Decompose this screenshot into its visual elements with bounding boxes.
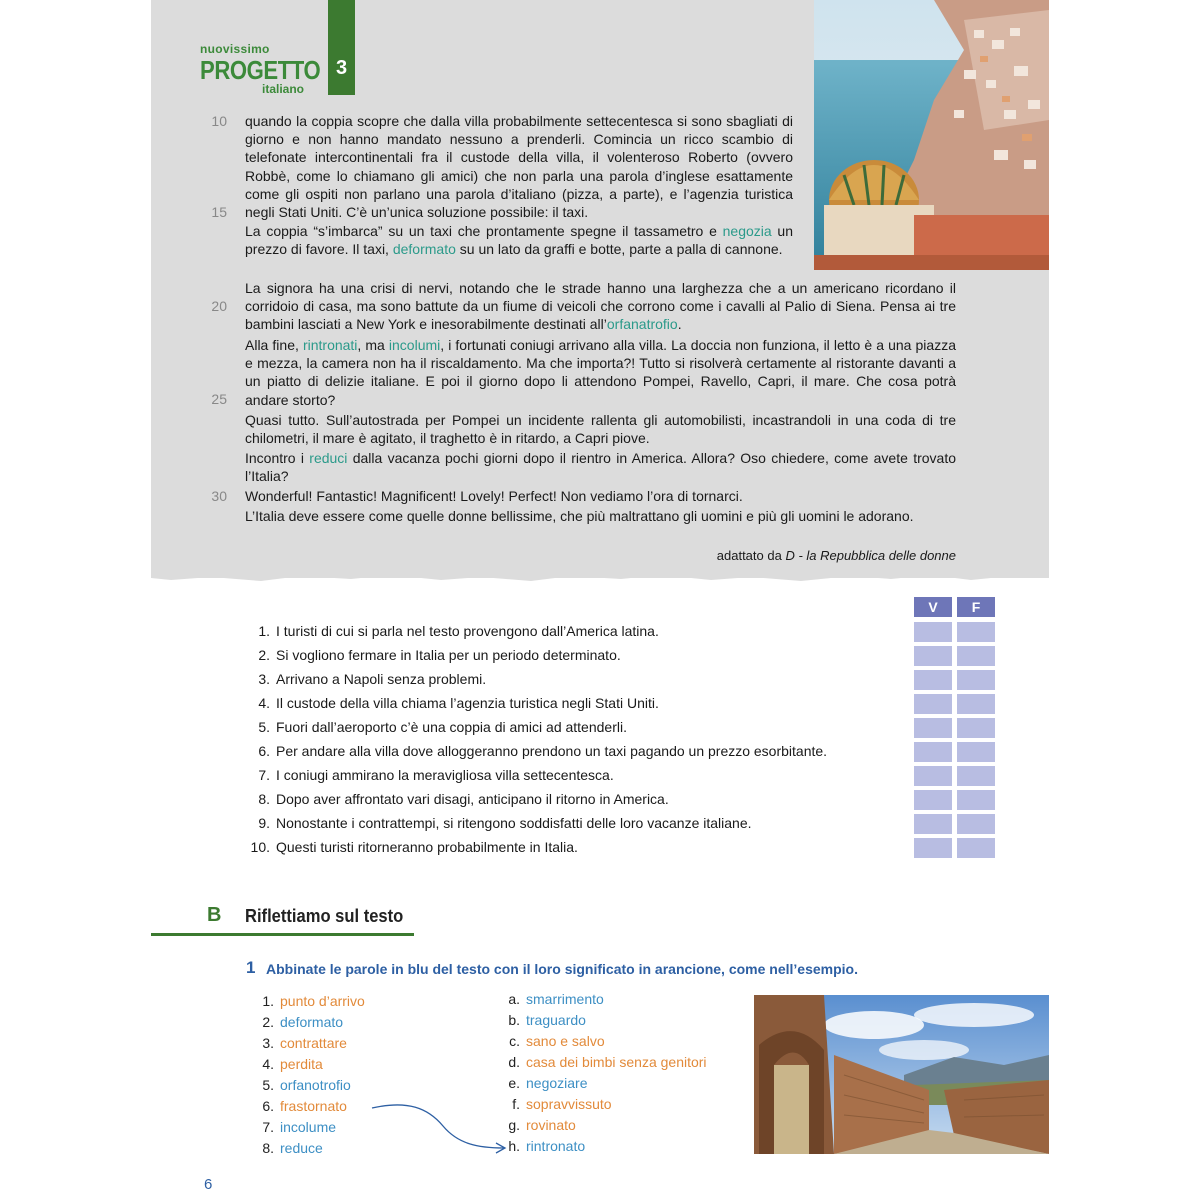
unit-tab: 3 bbox=[328, 0, 355, 95]
paragraph bbox=[245, 411, 956, 447]
item-word: orfanotrofio bbox=[280, 1077, 351, 1093]
item-number: 2. bbox=[262, 1014, 274, 1030]
paragraph bbox=[245, 336, 956, 409]
statement-row bbox=[244, 767, 614, 783]
item-word: negoziare bbox=[526, 1075, 588, 1091]
item-word: frastornato bbox=[280, 1098, 347, 1114]
paragraph-text: La signora ha una crisi di nervi, notando che le strade hanno una larghezza che a un americano ricordano il corridoio di casa, ma sono battute da un fiume di veicoli che corrono come i cavalli al Palio di Siena. Pensa ai tre bambini lasciati a New York e inesorabilmente destinati all’ bbox=[245, 280, 956, 333]
statement-number: 5. bbox=[258, 719, 270, 735]
statement-text: I coniugi ammirano la meravigliosa villa settecentesca. bbox=[276, 767, 614, 783]
paragraph bbox=[245, 487, 956, 505]
line-number: 25 bbox=[211, 391, 227, 407]
paragraph-text: un prezzo di favore. Il taxi, bbox=[245, 223, 793, 258]
item-word: punto d’arrivo bbox=[280, 993, 365, 1009]
statement-text: Dopo aver affrontato vari disagi, anticipano il ritorno in America. bbox=[276, 791, 669, 807]
statement-row bbox=[244, 647, 621, 663]
page-number: 6 bbox=[204, 1176, 213, 1193]
statement-text: Si vogliono fermare in Italia per un periodo determinato. bbox=[276, 647, 621, 663]
item-number: 1. bbox=[262, 993, 274, 1009]
logo-main-text: PROGETTO bbox=[200, 55, 321, 85]
item-number: 3. bbox=[262, 1035, 274, 1051]
item-number: 7. bbox=[262, 1119, 274, 1135]
line-number: 30 bbox=[211, 488, 227, 504]
false-checkbox[interactable] bbox=[957, 838, 995, 858]
highlighted-word: incolumi bbox=[388, 337, 441, 353]
paragraph-text: quando la coppia scopre che dalla villa probabilmente settecentesca si sono sbagliati di giorno e non hanno mandato nessuno a prenderli. Comincia un ricco scambio di telefonate intercontinentali fra il custode della villa, il volenteroso Roberto (ovvero Robbè, come lo chiamano gli amici) che non parla una parola d’inglese esattamente come gli ospiti non parlano una parola d’italiano (pizza, a parte), e l’agenzia turistica negli Stati Uniti. C’è un’unica soluzione possibile: il taxi. bbox=[245, 113, 793, 221]
section-letter: B bbox=[207, 904, 222, 926]
item-word: casa dei bimbi senza genitori bbox=[526, 1054, 707, 1070]
statement-number: 2. bbox=[258, 647, 270, 663]
item-word: sopravvissuto bbox=[526, 1096, 612, 1112]
statement-number: 4. bbox=[258, 695, 270, 711]
true-checkbox[interactable] bbox=[914, 742, 952, 762]
highlighted-word: negozia bbox=[722, 223, 772, 239]
positano-photo bbox=[814, 0, 1049, 270]
statement-number: 9. bbox=[258, 815, 270, 831]
exercise-instruction: Abbinate le parole in blu del testo con il loro significato in arancione, come nell’esempio. bbox=[266, 961, 858, 977]
true-checkbox[interactable] bbox=[914, 766, 952, 786]
statement-text: Per andare alla villa dove alloggeranno prendono un taxi pagando un prezzo esorbitante. bbox=[276, 743, 828, 759]
statement-row bbox=[244, 791, 669, 807]
paragraph bbox=[245, 449, 956, 485]
false-checkbox[interactable] bbox=[957, 742, 995, 762]
highlighted-word: orfanatrofio bbox=[606, 316, 678, 333]
item-letter: f. bbox=[512, 1096, 520, 1112]
false-checkbox[interactable] bbox=[957, 670, 995, 690]
match-left-item bbox=[260, 993, 365, 1009]
false-checkbox[interactable] bbox=[957, 694, 995, 714]
statement-number: 3. bbox=[258, 671, 270, 687]
false-checkbox[interactable] bbox=[957, 718, 995, 738]
paragraph bbox=[245, 112, 793, 221]
paragraph bbox=[245, 279, 956, 334]
item-letter: e. bbox=[508, 1075, 520, 1091]
source-prefix: adattato da bbox=[716, 548, 786, 563]
match-right-item bbox=[506, 1033, 605, 1049]
true-checkbox[interactable] bbox=[914, 694, 952, 714]
item-letter: g. bbox=[508, 1117, 520, 1133]
line-number: 20 bbox=[211, 298, 227, 314]
exercise-number: 1 bbox=[246, 958, 256, 977]
source-publication: D - la Repubblica delle donne bbox=[785, 548, 956, 563]
statement-row bbox=[244, 623, 659, 639]
statement-row bbox=[244, 839, 578, 855]
statement-number: 7. bbox=[258, 767, 270, 783]
line-number: 10 bbox=[211, 113, 227, 129]
item-word: rintronato bbox=[526, 1138, 586, 1154]
item-word: smarrimento bbox=[526, 991, 604, 1007]
paragraph-text: su un lato da graffi e botte, parte a palla di cannone. bbox=[455, 241, 783, 258]
statement-row bbox=[244, 695, 659, 711]
paragraph-text: dalla vacanza pochi giorni dopo il rientro in America. Allora? Oso chiedere, come avete trovato l’Italia? bbox=[245, 450, 956, 485]
item-letter: b. bbox=[508, 1012, 520, 1028]
false-column-header: F bbox=[957, 597, 995, 617]
statement-number: 1. bbox=[258, 623, 270, 639]
item-number: 4. bbox=[262, 1056, 274, 1072]
statement-text: I turisti di cui si parla nel testo provengono dall’America latina. bbox=[276, 623, 659, 639]
match-left-item bbox=[260, 1119, 336, 1135]
match-right-item bbox=[506, 1117, 576, 1133]
statement-row bbox=[244, 719, 627, 735]
highlighted-word: deformato bbox=[392, 241, 456, 258]
match-right-item bbox=[506, 1075, 588, 1091]
item-word: traguardo bbox=[526, 1012, 586, 1028]
match-left-item bbox=[260, 1056, 323, 1072]
match-right-item bbox=[506, 1096, 612, 1112]
item-number: 5. bbox=[262, 1077, 274, 1093]
statement-row bbox=[244, 743, 827, 759]
false-checkbox[interactable] bbox=[957, 646, 995, 666]
false-checkbox[interactable] bbox=[957, 766, 995, 786]
true-checkbox[interactable] bbox=[914, 718, 952, 738]
false-checkbox[interactable] bbox=[957, 790, 995, 810]
item-word: sano e salvo bbox=[526, 1033, 605, 1049]
item-letter: h. bbox=[508, 1138, 520, 1154]
statement-number: 10. bbox=[250, 839, 270, 855]
match-left-item bbox=[260, 1077, 351, 1093]
item-letter: a. bbox=[508, 991, 520, 1007]
item-word: rovinato bbox=[526, 1117, 576, 1133]
match-right-item bbox=[506, 1054, 707, 1070]
pompei-photo bbox=[754, 995, 1049, 1154]
paragraph-text: Quasi tutto. Sull’autostrada per Pompei un incidente rallenta gli automobilisti, incastrandoli in una coda di tre chilometri, il mare è agitato, il traghetto è in ritardo, a Capri piove. bbox=[245, 412, 956, 447]
paragraph-text: . bbox=[677, 316, 682, 333]
match-right-item bbox=[506, 1012, 586, 1028]
statement-text: Il custode della villa chiama l’agenzia turistica negli Stati Uniti. bbox=[276, 695, 659, 711]
match-left-item bbox=[260, 1035, 347, 1051]
true-checkbox[interactable] bbox=[914, 670, 952, 690]
highlighted-word: rintronati bbox=[302, 337, 358, 353]
paragraph-text: L’Italia deve essere come quelle donne bellissime, che più maltrattano gli uomini e più gli uomini le adorano. bbox=[245, 508, 914, 524]
paragraph-text: La coppia “s’imbarca” su un taxi che prontamente spegne il tassametro e bbox=[245, 223, 723, 239]
example-arrow-icon bbox=[368, 1100, 513, 1156]
match-right-item bbox=[506, 991, 604, 1007]
paragraph-text: Alla fine, bbox=[245, 337, 303, 353]
source-credit bbox=[600, 548, 956, 563]
true-checkbox[interactable] bbox=[914, 790, 952, 810]
item-word: deformato bbox=[280, 1014, 344, 1030]
true-checkbox[interactable] bbox=[914, 646, 952, 666]
true-checkbox[interactable] bbox=[914, 838, 952, 858]
line-number: 15 bbox=[211, 204, 227, 220]
item-number: 8. bbox=[262, 1140, 274, 1156]
statement-number: 8. bbox=[258, 791, 270, 807]
statement-text: Fuori dall’aeroporto c’è una coppia di amici ad attenderli. bbox=[276, 719, 627, 735]
match-left-item bbox=[260, 1140, 323, 1156]
statement-text: Questi turisti ritorneranno probabilmente in Italia. bbox=[276, 839, 578, 855]
item-letter: d. bbox=[508, 1054, 520, 1070]
statement-number: 6. bbox=[258, 743, 270, 759]
item-number: 6. bbox=[262, 1098, 274, 1114]
item-word: reduce bbox=[280, 1140, 323, 1156]
statement-text: Nonostante i contrattempi, si ritengono soddisfatti delle loro vacanze italiane. bbox=[276, 815, 752, 831]
item-letter: c. bbox=[509, 1033, 520, 1049]
match-left-item bbox=[260, 1098, 347, 1114]
paragraph-text: Wonderful! Fantastic! Magnificent! Lovely! Perfect! Non vediamo l’ora di tornarci. bbox=[245, 488, 743, 504]
logo-sub-text: italiano bbox=[262, 82, 305, 96]
true-checkbox[interactable] bbox=[914, 814, 952, 834]
item-word: contrattare bbox=[280, 1035, 347, 1051]
false-checkbox[interactable] bbox=[957, 622, 995, 642]
item-word: perdita bbox=[280, 1056, 323, 1072]
highlighted-word: reduci bbox=[309, 450, 348, 466]
paragraph-text: Incontro i bbox=[245, 450, 310, 466]
paragraph bbox=[245, 222, 793, 258]
section-title: Riflettiamo sul testo bbox=[245, 906, 404, 926]
section-underline bbox=[151, 933, 414, 936]
false-checkbox[interactable] bbox=[957, 814, 995, 834]
statement-text: Arrivano a Napoli senza problemi. bbox=[276, 671, 487, 687]
true-column-header: V bbox=[914, 597, 952, 617]
paragraph bbox=[245, 507, 956, 525]
statement-row bbox=[244, 671, 486, 687]
paragraph-text: , ma bbox=[357, 337, 389, 353]
logo-top-text: nuovissimo bbox=[200, 42, 270, 56]
item-word: incolume bbox=[280, 1119, 337, 1135]
statement-row bbox=[244, 815, 752, 831]
true-checkbox[interactable] bbox=[914, 622, 952, 642]
match-left-item bbox=[260, 1014, 343, 1030]
torn-paper-edge bbox=[151, 570, 1049, 586]
paragraph-text: , i fortunati coniugi arrivano alla villa. La doccia non funziona, il letto è a una piazza e mezza, la camera non ha il riscaldamento. Ma che importa?! Tutto si risolverà certamente al ristorante davanti a un piatto di delizie italiane. E poi il giorno dopo li attendono Pompei, Ravello, Capri, il mare. Che cosa potrà andare storto? bbox=[245, 337, 956, 408]
match-right-item bbox=[506, 1138, 585, 1154]
